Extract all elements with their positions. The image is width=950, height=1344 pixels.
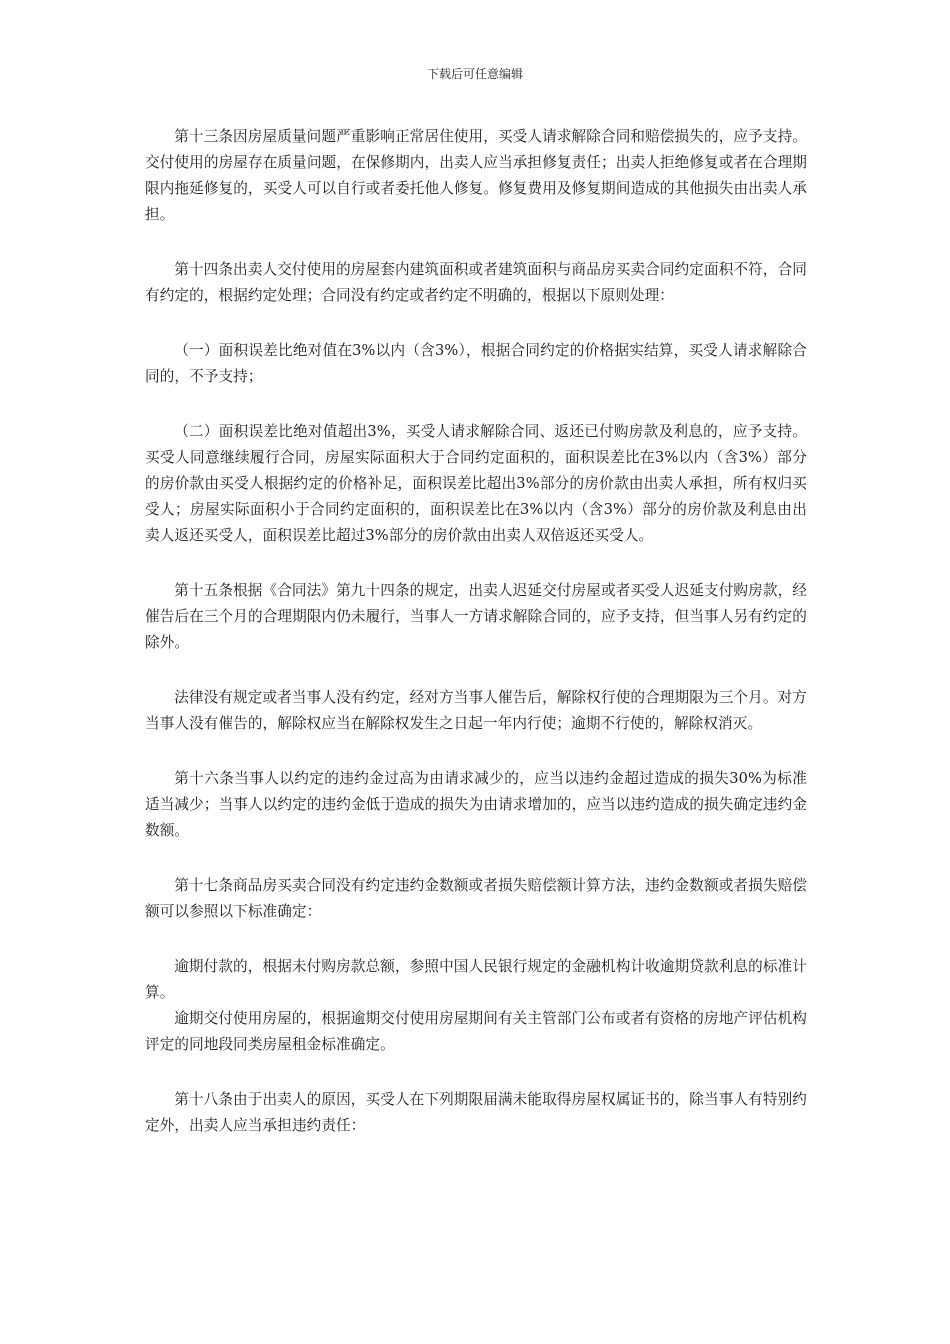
document-body bbox=[145, 124, 807, 1139]
article-14-paragraph: 第十四条出卖人交付使用的房屋套内建筑面积或者建筑面积与商品房买卖合同约定面积不符，合同有约定的，根据约定处理；合同没有约定或者约定不明确的，根据以下原则处理： bbox=[145, 261, 807, 304]
late-delivery-paragraph: 逾期交付使用房屋的，根据逾期交付使用房屋期间有关主管部门公布或者有资格的房地产评估机构评定的同地段同类房屋租金标准确定。 bbox=[145, 1010, 807, 1053]
page-header: 下载后可任意编辑 bbox=[426, 67, 523, 81]
article-16-paragraph: 第十六条当事人以约定的违约金过高为由请求减少的，应当以违约金超过造成的损失30%为标准适当减少；当事人以约定的违约金低于造成的损失为由请求增加的，应当以违约造成的损失确定违约金数额。 bbox=[145, 770, 807, 839]
article-15-paragraph: 第十五条根据《合同法》第九十四条的规定，出卖人迟延交付房屋或者买受人迟延支付购房款，经催告后在三个月的合理期限内仍未履行，当事人一方请求解除合同的，应予支持，但当事人另有约定的除外。 bbox=[145, 582, 807, 651]
article-18-paragraph: 第十八条由于出卖人的原因，买受人在下列期限届满未能取得房屋权属证书的，除当事人有特别约定外，出卖人应当承担违约责任： bbox=[145, 1091, 807, 1134]
article-14-item-1: （一）面积误差比绝对值在3%以内（含3%），根据合同约定的价格据实结算，买受人请求解除合同的，不予支持； bbox=[145, 342, 807, 385]
article-13-paragraph: 第十三条因房屋质量问题严重影响正常居住使用，买受人请求解除合同和赔偿损失的，应予支持。交付使用的房屋存在质量问题，在保修期内，出卖人应当承担修复责任；出卖人拒绝修复或者在合理期限内拖延修复的，买受人可以自行或者委托他人修复。修复费用及修复期间造成的其他损失由出卖人承担。 bbox=[145, 128, 807, 223]
article-14-item-2: （二）面积误差比绝对值超出3%，买受人请求解除合同、返还已付购房款及利息的，应予支持。买受人同意继续履行合同，房屋实际面积大于合同约定面积的，面积误差比在3%以内（含3%）部分的房价款由买受人根据约定的价格补足，面积误差比超出3%部分的房价款由出卖人承担，所有权归买受人；房屋实际面积小于合同约定面积的，面积误差比在3%以内（含3%）部分的房价款及利息由出卖人返还买受人，面积误差比超过3%部分的房价款由出卖人双倍返还买受人。 bbox=[145, 423, 807, 544]
article-17-paragraph: 第十七条商品房买卖合同没有约定违约金数额或者损失赔偿额计算方法，违约金数额或者损失赔偿额可以参照以下标准确定： bbox=[145, 877, 807, 920]
late-payment-paragraph: 逾期付款的，根据未付购房款总额，参照中国人民银行规定的金融机构计收逾期贷款利息的标准计算。 bbox=[145, 958, 807, 1001]
rescission-period-paragraph: 法律没有规定或者当事人没有约定，经对方当事人催告后，解除权行使的合理期限为三个月。对方当事人没有催告的，解除权应当在解除权发生之日起一年内行使；逾期不行使的，解除权消灭。 bbox=[145, 689, 807, 732]
